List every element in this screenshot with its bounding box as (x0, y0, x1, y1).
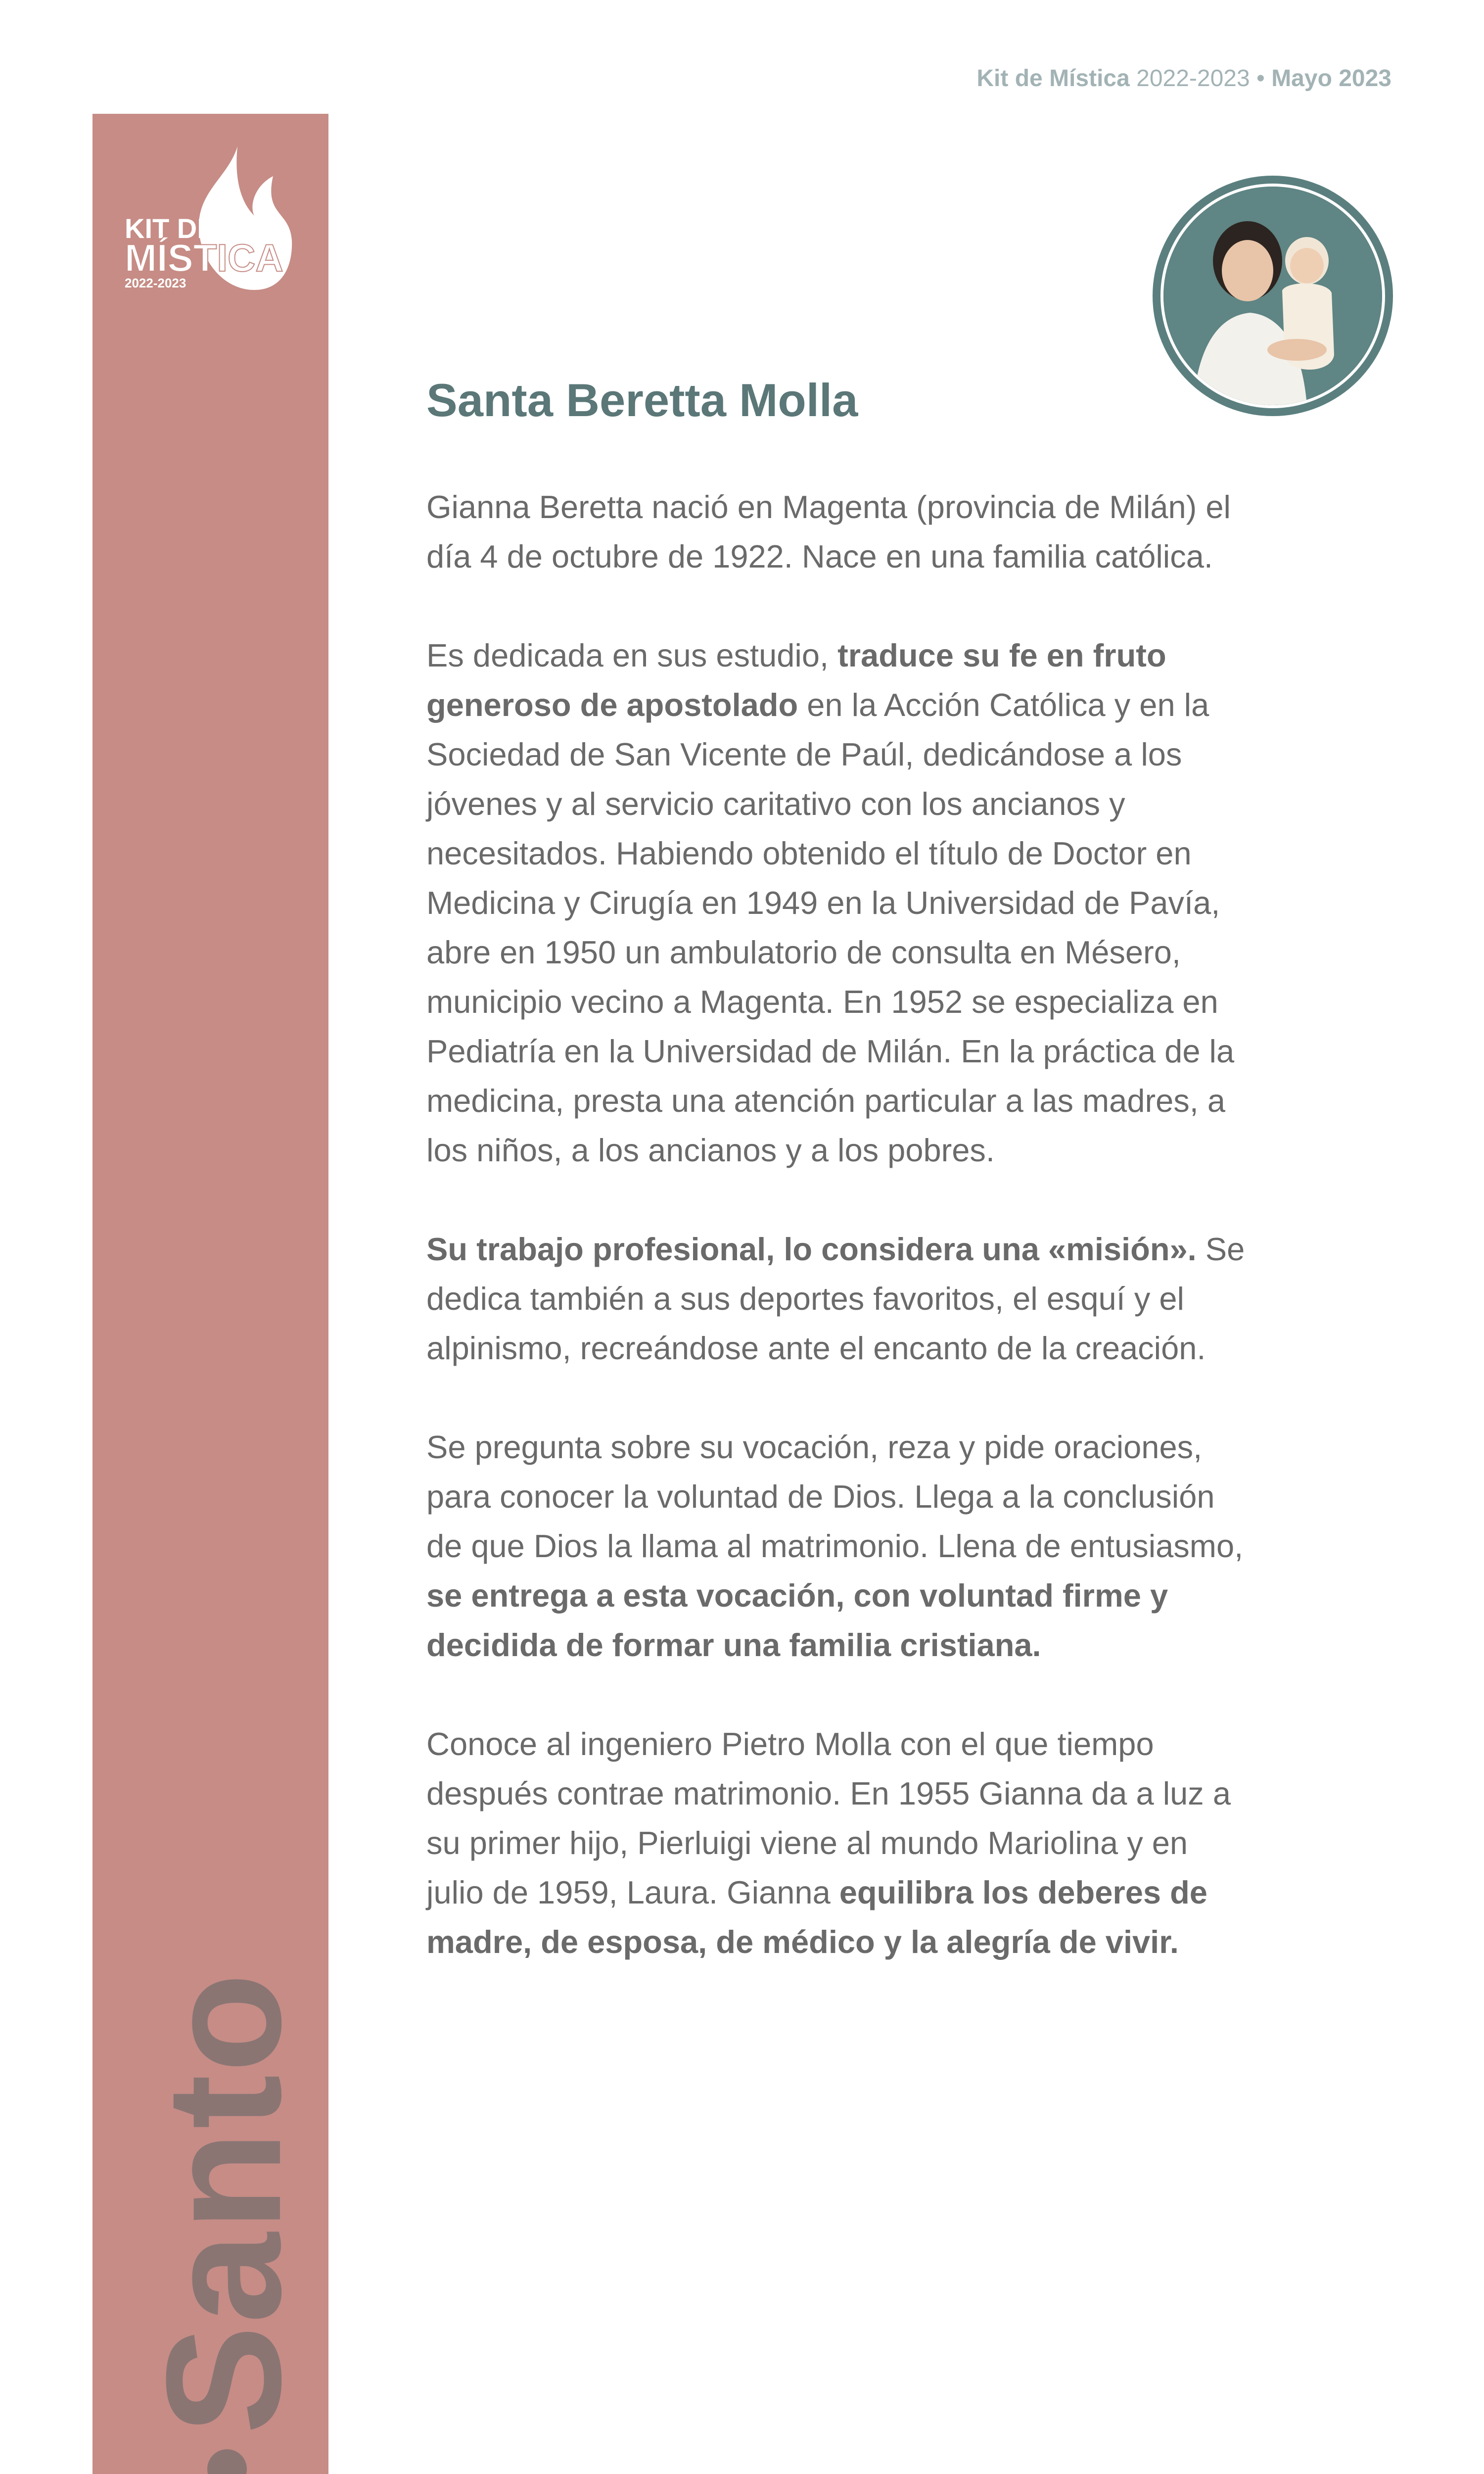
portrait-image (1160, 184, 1385, 408)
kit-de-mistica-logo (125, 146, 293, 300)
emphasis-text: Su trabajo profesional, lo considera una «misión». (426, 1231, 1197, 1267)
saint-portrait (1153, 176, 1393, 416)
sidebar-band (93, 114, 328, 2474)
bullet-dot (207, 2449, 247, 2474)
kit-years: 2022-2023 (1136, 65, 1250, 92)
paragraph-5 (426, 1719, 1248, 1967)
header-separator: • (1256, 65, 1265, 92)
body-text: Se dedica también a sus deportes favoritos, el esquí y el alpinismo, recreándose ante el encanto de la creación. (426, 1231, 1245, 1366)
page-header (976, 65, 1391, 92)
logo-years: 2022-2023 (125, 276, 186, 290)
body-text: Gianna Beretta nació en Magenta (provincia de Milán) el día 4 de octubre de 1922. Nace en una familia católica. (426, 489, 1231, 574)
issue-month: Mayo 2023 (1271, 65, 1391, 92)
logo-line1: KIT DE (125, 213, 216, 244)
portrait-illustration (1163, 187, 1382, 405)
body-text: Es dedicada en sus estudio, (426, 637, 838, 673)
logo-line2: MÍSTICA (125, 236, 283, 280)
paragraph-3 (426, 1225, 1248, 1373)
section-label (132, 1971, 315, 2474)
emphasis-text: equilibra los deberes de madre, de esposa, de médico y la alegría de vivir. (426, 1874, 1207, 1960)
body-text: Se pregunta sobre su vocación, reza y pide oraciones, para conocer la voluntad de Dios. Llega a la conclusión de que Dios la llama al matrimonio. Llena de entusiasmo, (426, 1429, 1244, 1564)
body-text: en la Acción Católica y en la Sociedad de San Vicente de Paúl, dedicándose a los jóvenes y al servicio caritativo con los ancianos y necesitados. Habiendo obtenido el título de Doctor en Medicina y Cirugía en 1949 en la Universidad de Pavía, abre en 1950 un ambulatorio de consulta en Mésero, municipio vecino a Magenta. En 1952 se especializa en Pediatría en la Universidad de Milán. En la práctica de la medicina, presta una atención particular a las madres, a los niños, a los ancianos y a los pobres. (426, 687, 1235, 1168)
paragraph-2 (426, 631, 1248, 1175)
paragraph-1 (426, 482, 1248, 581)
biography-text (426, 482, 1248, 2016)
emphasis-text: se entrega a esta vocación, con voluntad firme y decidida de formar una familia cristiana. (426, 1577, 1168, 1663)
body-text: Conoce al ingeniero Pietro Molla con el que tiempo después contrae matrimonio. En 1955 Gianna da a luz a su primer hijo, Pierluigi viene al mundo Mariolina y en julio de 1959, Laura. Gianna (426, 1726, 1231, 1910)
paragraph-4 (426, 1423, 1248, 1670)
kit-label: Kit de Mística (976, 65, 1130, 92)
section-label-text: Santo (132, 1971, 315, 2434)
page-title: Santa Beretta Molla (426, 374, 858, 426)
emphasis-text: traduce su fe en fruto generoso de apostolado (426, 637, 1166, 723)
